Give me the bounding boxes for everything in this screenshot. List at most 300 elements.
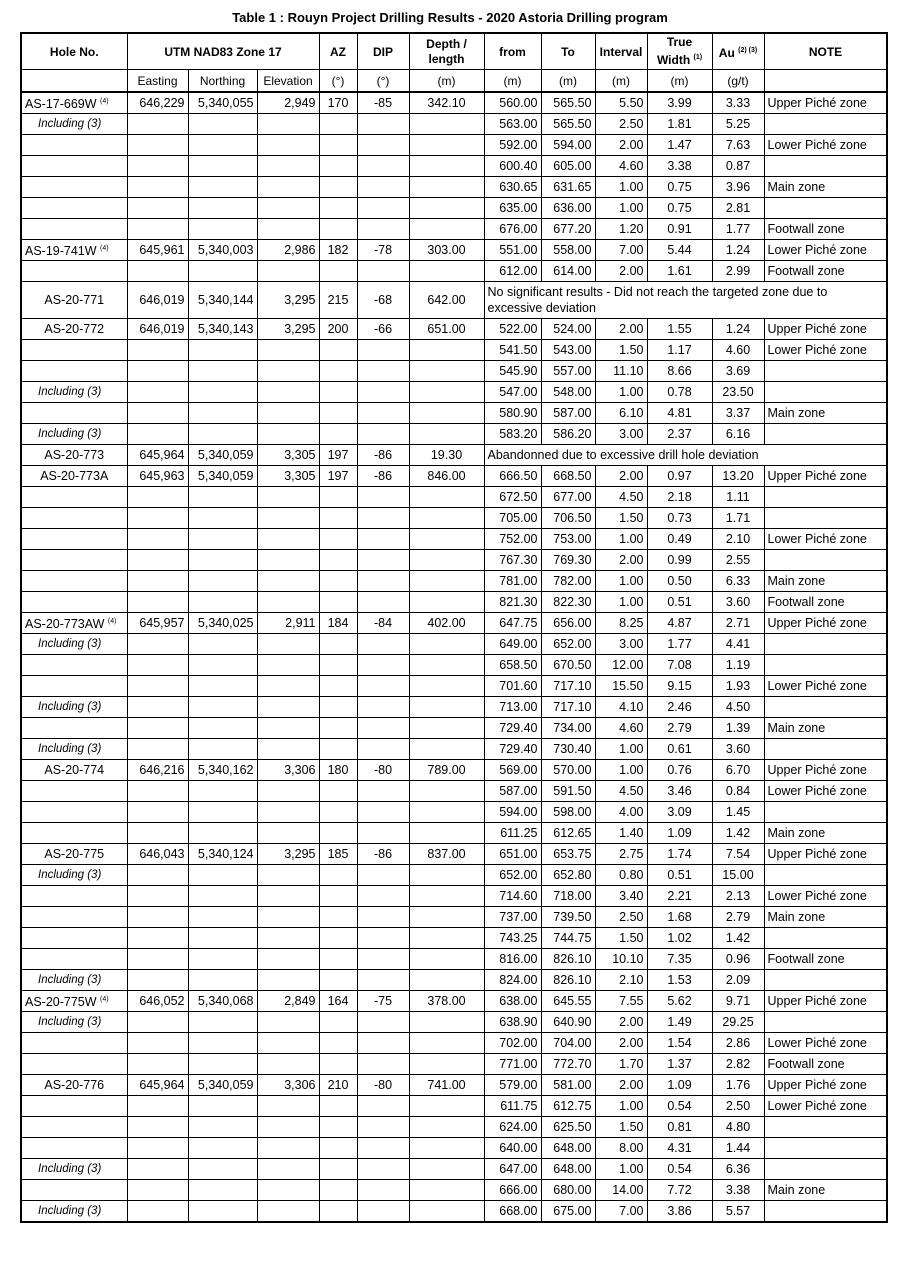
hole-id-cell	[21, 1117, 127, 1138]
interval-cell: 2.00	[595, 261, 647, 282]
from-cell: 729.40	[484, 739, 541, 760]
northing-cell	[188, 823, 257, 844]
elevation-cell	[257, 655, 319, 676]
az-cell	[319, 403, 357, 424]
northing-cell	[188, 634, 257, 655]
true-width-cell: 4.31	[647, 1138, 712, 1159]
to-cell: 586.20	[541, 424, 595, 445]
true-width-cell: 1.68	[647, 907, 712, 928]
note-cell	[764, 508, 887, 529]
hole-id: Including (3)	[38, 869, 102, 881]
note-cell: Footwall zone	[764, 261, 887, 282]
dip-cell	[357, 802, 409, 823]
from-cell: 771.00	[484, 1054, 541, 1075]
northing-cell	[188, 781, 257, 802]
from-cell: 821.30	[484, 592, 541, 613]
au-cell: 1.11	[712, 487, 764, 508]
elevation-cell	[257, 219, 319, 240]
true-width-cell: 1.17	[647, 340, 712, 361]
hole-id-cell	[21, 718, 127, 739]
to-cell: 670.50	[541, 655, 595, 676]
to-cell: 782.00	[541, 571, 595, 592]
depth-cell: 303.00	[409, 240, 484, 261]
from-cell: 612.00	[484, 261, 541, 282]
to-cell: 717.10	[541, 676, 595, 697]
easting-cell	[127, 697, 188, 718]
depth-cell	[409, 403, 484, 424]
true-width-cell: 0.50	[647, 571, 712, 592]
elevation-cell: 2,911	[257, 613, 319, 634]
az-cell	[319, 550, 357, 571]
northing-cell	[188, 424, 257, 445]
result-remark: Abandonned due to excessive drill hole deviation	[484, 445, 887, 466]
dip-cell	[357, 403, 409, 424]
to-cell: 739.50	[541, 907, 595, 928]
interval-cell: 5.50	[595, 92, 647, 114]
table-row	[21, 340, 887, 361]
to-cell: 557.00	[541, 361, 595, 382]
table-row	[21, 760, 887, 781]
elevation-cell: 3,305	[257, 466, 319, 487]
from-cell: 611.25	[484, 823, 541, 844]
interval-cell: 4.00	[595, 802, 647, 823]
hole-id-cell	[21, 1138, 127, 1159]
hole-id-cell	[21, 592, 127, 613]
interval-cell: 3.00	[595, 634, 647, 655]
interval-cell: 4.60	[595, 156, 647, 177]
to-cell: 652.00	[541, 634, 595, 655]
interval-cell: 1.50	[595, 508, 647, 529]
unit-true-width: (m)	[647, 70, 712, 93]
depth-cell	[409, 1159, 484, 1180]
depth-cell	[409, 865, 484, 886]
table-row	[21, 1096, 887, 1117]
from-cell: 560.00	[484, 92, 541, 114]
au-cell: 3.60	[712, 592, 764, 613]
table-row	[21, 319, 887, 340]
depth-cell: 378.00	[409, 991, 484, 1012]
northing-cell	[188, 382, 257, 403]
au-cell: 3.69	[712, 361, 764, 382]
note-cell: Upper Piché zone	[764, 760, 887, 781]
to-cell: 652.80	[541, 865, 595, 886]
from-cell: 672.50	[484, 487, 541, 508]
hole-footnote: (4)	[100, 97, 109, 105]
az-cell	[319, 177, 357, 198]
dip-cell	[357, 177, 409, 198]
hole-id-cell	[21, 1096, 127, 1117]
easting-cell	[127, 424, 188, 445]
from-cell: 767.30	[484, 550, 541, 571]
to-cell: 677.20	[541, 219, 595, 240]
from-cell: 640.00	[484, 1138, 541, 1159]
az-cell: 197	[319, 445, 357, 466]
note-cell: Main zone	[764, 823, 887, 844]
au-cell: 2.99	[712, 261, 764, 282]
easting-cell	[127, 487, 188, 508]
easting-cell	[127, 156, 188, 177]
interval-cell: 1.00	[595, 382, 647, 403]
note-cell: Footwall zone	[764, 949, 887, 970]
interval-cell: 1.70	[595, 1054, 647, 1075]
easting-cell: 645,957	[127, 613, 188, 634]
az-cell	[319, 718, 357, 739]
elevation-cell	[257, 1117, 319, 1138]
depth-cell	[409, 907, 484, 928]
unit-au: (g/t)	[712, 70, 764, 93]
table-row	[21, 550, 887, 571]
note-cell: Lower Piché zone	[764, 135, 887, 156]
dip-cell	[357, 198, 409, 219]
az-cell	[319, 592, 357, 613]
northing-cell	[188, 1201, 257, 1223]
hole-id-cell	[21, 886, 127, 907]
northing-cell: 5,340,059	[188, 466, 257, 487]
dip-cell	[357, 1096, 409, 1117]
hole-id-cell	[21, 403, 127, 424]
hole-id: Including (3)	[38, 974, 102, 986]
col-to: To	[541, 33, 595, 70]
dip-cell	[357, 697, 409, 718]
note-cell: Upper Piché zone	[764, 92, 887, 114]
true-width-cell: 1.55	[647, 319, 712, 340]
to-cell: 753.00	[541, 529, 595, 550]
from-cell: 705.00	[484, 508, 541, 529]
dip-cell: -80	[357, 1075, 409, 1096]
table-row	[21, 135, 887, 156]
hole-id: AS-17-669W	[25, 97, 97, 112]
table-row	[21, 1012, 887, 1033]
col-hole-no: Hole No.	[21, 33, 127, 70]
note-cell	[764, 382, 887, 403]
note-cell: Lower Piché zone	[764, 529, 887, 550]
az-cell	[319, 802, 357, 823]
true-width-cell: 0.81	[647, 1117, 712, 1138]
elevation-cell	[257, 739, 319, 760]
from-cell: 630.65	[484, 177, 541, 198]
dip-cell	[357, 487, 409, 508]
easting-cell	[127, 1117, 188, 1138]
elevation-cell	[257, 970, 319, 991]
northing-cell	[188, 1033, 257, 1054]
table-row	[21, 802, 887, 823]
interval-cell: 1.00	[595, 177, 647, 198]
dip-cell	[357, 1033, 409, 1054]
northing-cell	[188, 592, 257, 613]
au-cell: 2.86	[712, 1033, 764, 1054]
depth-cell: 789.00	[409, 760, 484, 781]
au-cell: 15.00	[712, 865, 764, 886]
note-cell	[764, 1138, 887, 1159]
dip-cell	[357, 781, 409, 802]
table-row	[21, 1159, 887, 1180]
true-width-cell: 0.49	[647, 529, 712, 550]
au-cell: 4.60	[712, 340, 764, 361]
au-cell: 0.96	[712, 949, 764, 970]
elevation-cell	[257, 823, 319, 844]
note-cell	[764, 198, 887, 219]
table-row	[21, 382, 887, 403]
table-row	[21, 592, 887, 613]
table-row	[21, 487, 887, 508]
easting-cell: 645,964	[127, 445, 188, 466]
dip-cell: -75	[357, 991, 409, 1012]
including-label	[21, 970, 127, 991]
note-cell	[764, 1201, 887, 1223]
easting-cell: 645,963	[127, 466, 188, 487]
au-cell: 4.41	[712, 634, 764, 655]
interval-cell: 1.00	[595, 571, 647, 592]
to-cell: 594.00	[541, 135, 595, 156]
depth-cell	[409, 676, 484, 697]
to-cell: 744.75	[541, 928, 595, 949]
interval-cell: 2.00	[595, 135, 647, 156]
depth-cell	[409, 219, 484, 240]
table-row	[21, 361, 887, 382]
interval-cell: 6.10	[595, 403, 647, 424]
from-cell: 545.90	[484, 361, 541, 382]
interval-cell: 1.00	[595, 529, 647, 550]
northing-cell: 5,340,144	[188, 282, 257, 319]
au-cell: 2.81	[712, 198, 764, 219]
northing-cell	[188, 198, 257, 219]
hole-id-cell	[21, 92, 127, 114]
dip-cell	[357, 1138, 409, 1159]
easting-cell	[127, 928, 188, 949]
table-row	[21, 1201, 887, 1223]
true-width-cell: 7.35	[647, 949, 712, 970]
hole-id: Including (3)	[38, 743, 102, 755]
elevation-cell	[257, 697, 319, 718]
from-cell: 729.40	[484, 718, 541, 739]
table-row	[21, 739, 887, 760]
table-row	[21, 865, 887, 886]
easting-cell	[127, 1201, 188, 1223]
to-cell: 598.00	[541, 802, 595, 823]
depth-cell: 342.10	[409, 92, 484, 114]
easting-cell	[127, 382, 188, 403]
interval-cell: 2.00	[595, 466, 647, 487]
az-cell: 170	[319, 92, 357, 114]
from-cell: 668.00	[484, 1201, 541, 1223]
including-label	[21, 114, 127, 135]
interval-cell: 1.40	[595, 823, 647, 844]
note-cell: Main zone	[764, 403, 887, 424]
depth-cell	[409, 634, 484, 655]
hole-id-cell	[21, 135, 127, 156]
au-cell: 9.71	[712, 991, 764, 1012]
to-cell: 730.40	[541, 739, 595, 760]
az-cell	[319, 1138, 357, 1159]
from-cell: 816.00	[484, 949, 541, 970]
true-width-cell: 1.53	[647, 970, 712, 991]
header-row	[21, 33, 887, 70]
elevation-cell	[257, 907, 319, 928]
true-width-label: True Width	[656, 35, 693, 67]
table-row	[21, 970, 887, 991]
true-width-cell: 1.61	[647, 261, 712, 282]
dip-cell	[357, 340, 409, 361]
from-cell: 600.40	[484, 156, 541, 177]
dip-cell	[357, 382, 409, 403]
elevation-cell: 3,295	[257, 319, 319, 340]
table-row	[21, 261, 887, 282]
northing-cell	[188, 156, 257, 177]
easting-cell	[127, 739, 188, 760]
az-cell: 197	[319, 466, 357, 487]
northing-cell	[188, 1138, 257, 1159]
result-remark: No significant results - Did not reach the targeted zone due to excessive deviation	[484, 282, 887, 319]
depth-cell	[409, 508, 484, 529]
au-cell: 7.54	[712, 844, 764, 865]
au-cell: 1.39	[712, 718, 764, 739]
depth-cell	[409, 949, 484, 970]
table-row	[21, 697, 887, 718]
au-cell: 2.50	[712, 1096, 764, 1117]
from-cell: 611.75	[484, 1096, 541, 1117]
unit-from: (m)	[484, 70, 541, 93]
az-cell	[319, 114, 357, 135]
table-row	[21, 424, 887, 445]
true-width-cell: 0.51	[647, 592, 712, 613]
to-cell: 668.50	[541, 466, 595, 487]
to-cell: 614.00	[541, 261, 595, 282]
az-cell: 200	[319, 319, 357, 340]
au-cell: 6.70	[712, 760, 764, 781]
elevation-cell	[257, 1033, 319, 1054]
depth-cell	[409, 1180, 484, 1201]
elevation-cell	[257, 781, 319, 802]
from-cell: 651.00	[484, 844, 541, 865]
note-cell	[764, 1012, 887, 1033]
dip-cell	[357, 865, 409, 886]
to-cell: 543.00	[541, 340, 595, 361]
easting-cell	[127, 802, 188, 823]
interval-cell: 8.25	[595, 613, 647, 634]
to-cell: 565.50	[541, 114, 595, 135]
to-cell: 558.00	[541, 240, 595, 261]
easting-cell	[127, 655, 188, 676]
hole-id: Including (3)	[38, 638, 102, 650]
table-row	[21, 718, 887, 739]
table-row	[21, 781, 887, 802]
au-cell: 3.38	[712, 1180, 764, 1201]
interval-cell: 7.55	[595, 991, 647, 1012]
dip-cell	[357, 823, 409, 844]
table-row	[21, 949, 887, 970]
hole-id-cell	[21, 1180, 127, 1201]
table-row	[21, 240, 887, 261]
easting-cell	[127, 1096, 188, 1117]
elevation-cell	[257, 198, 319, 219]
from-cell: 547.00	[484, 382, 541, 403]
interval-cell: 1.00	[595, 739, 647, 760]
au-cell: 3.33	[712, 92, 764, 114]
northing-cell	[188, 886, 257, 907]
true-width-cell: 0.75	[647, 198, 712, 219]
dip-cell: -84	[357, 613, 409, 634]
note-cell	[764, 970, 887, 991]
from-cell: 702.00	[484, 1033, 541, 1054]
az-cell: 185	[319, 844, 357, 865]
northing-cell: 5,340,003	[188, 240, 257, 261]
easting-cell	[127, 1033, 188, 1054]
hole-id-cell	[21, 445, 127, 466]
dip-cell	[357, 135, 409, 156]
table-body	[21, 92, 887, 1222]
easting-cell	[127, 403, 188, 424]
true-width-cell: 3.38	[647, 156, 712, 177]
au-cell: 1.76	[712, 1075, 764, 1096]
elevation-cell: 2,986	[257, 240, 319, 261]
true-width-cell: 1.09	[647, 823, 712, 844]
from-cell: 638.00	[484, 991, 541, 1012]
az-cell	[319, 634, 357, 655]
hole-id-cell	[21, 487, 127, 508]
hole-id-cell	[21, 219, 127, 240]
true-width-cell: 3.86	[647, 1201, 712, 1223]
note-cell: Upper Piché zone	[764, 319, 887, 340]
northing-cell	[188, 655, 257, 676]
elevation-cell	[257, 156, 319, 177]
note-cell: Lower Piché zone	[764, 1096, 887, 1117]
northing-cell	[188, 1117, 257, 1138]
including-label	[21, 1012, 127, 1033]
northing-cell	[188, 1096, 257, 1117]
depth-cell	[409, 823, 484, 844]
interval-cell: 8.00	[595, 1138, 647, 1159]
easting-cell	[127, 177, 188, 198]
az-cell	[319, 1096, 357, 1117]
to-cell: 675.00	[541, 1201, 595, 1223]
col-depth: Depth / length	[409, 33, 484, 70]
table-row	[21, 198, 887, 219]
true-width-cell: 3.09	[647, 802, 712, 823]
true-width-cell: 1.02	[647, 928, 712, 949]
easting-cell	[127, 529, 188, 550]
including-label	[21, 382, 127, 403]
interval-cell: 3.00	[595, 424, 647, 445]
note-cell	[764, 550, 887, 571]
table-row	[21, 282, 887, 319]
note-cell	[764, 802, 887, 823]
interval-cell: 2.00	[595, 1033, 647, 1054]
au-cell: 2.09	[712, 970, 764, 991]
note-cell: Upper Piché zone	[764, 466, 887, 487]
interval-cell: 1.00	[595, 1159, 647, 1180]
az-cell	[319, 676, 357, 697]
to-cell: 565.50	[541, 92, 595, 114]
depth-cell: 642.00	[409, 282, 484, 319]
depth-cell	[409, 718, 484, 739]
depth-cell	[409, 487, 484, 508]
interval-cell: 2.00	[595, 550, 647, 571]
hole-id: Including (3)	[38, 1163, 102, 1175]
dip-cell	[357, 634, 409, 655]
elevation-cell	[257, 1012, 319, 1033]
au-cell: 4.80	[712, 1117, 764, 1138]
true-width-cell: 2.18	[647, 487, 712, 508]
easting-cell	[127, 886, 188, 907]
interval-cell: 1.00	[595, 760, 647, 781]
unit-interval: (m)	[595, 70, 647, 93]
hole-id: AS-20-771	[44, 293, 105, 307]
au-cell: 2.13	[712, 886, 764, 907]
az-cell	[319, 739, 357, 760]
to-cell: 570.00	[541, 760, 595, 781]
az-cell	[319, 907, 357, 928]
hole-id: AS-20-774	[44, 763, 105, 777]
